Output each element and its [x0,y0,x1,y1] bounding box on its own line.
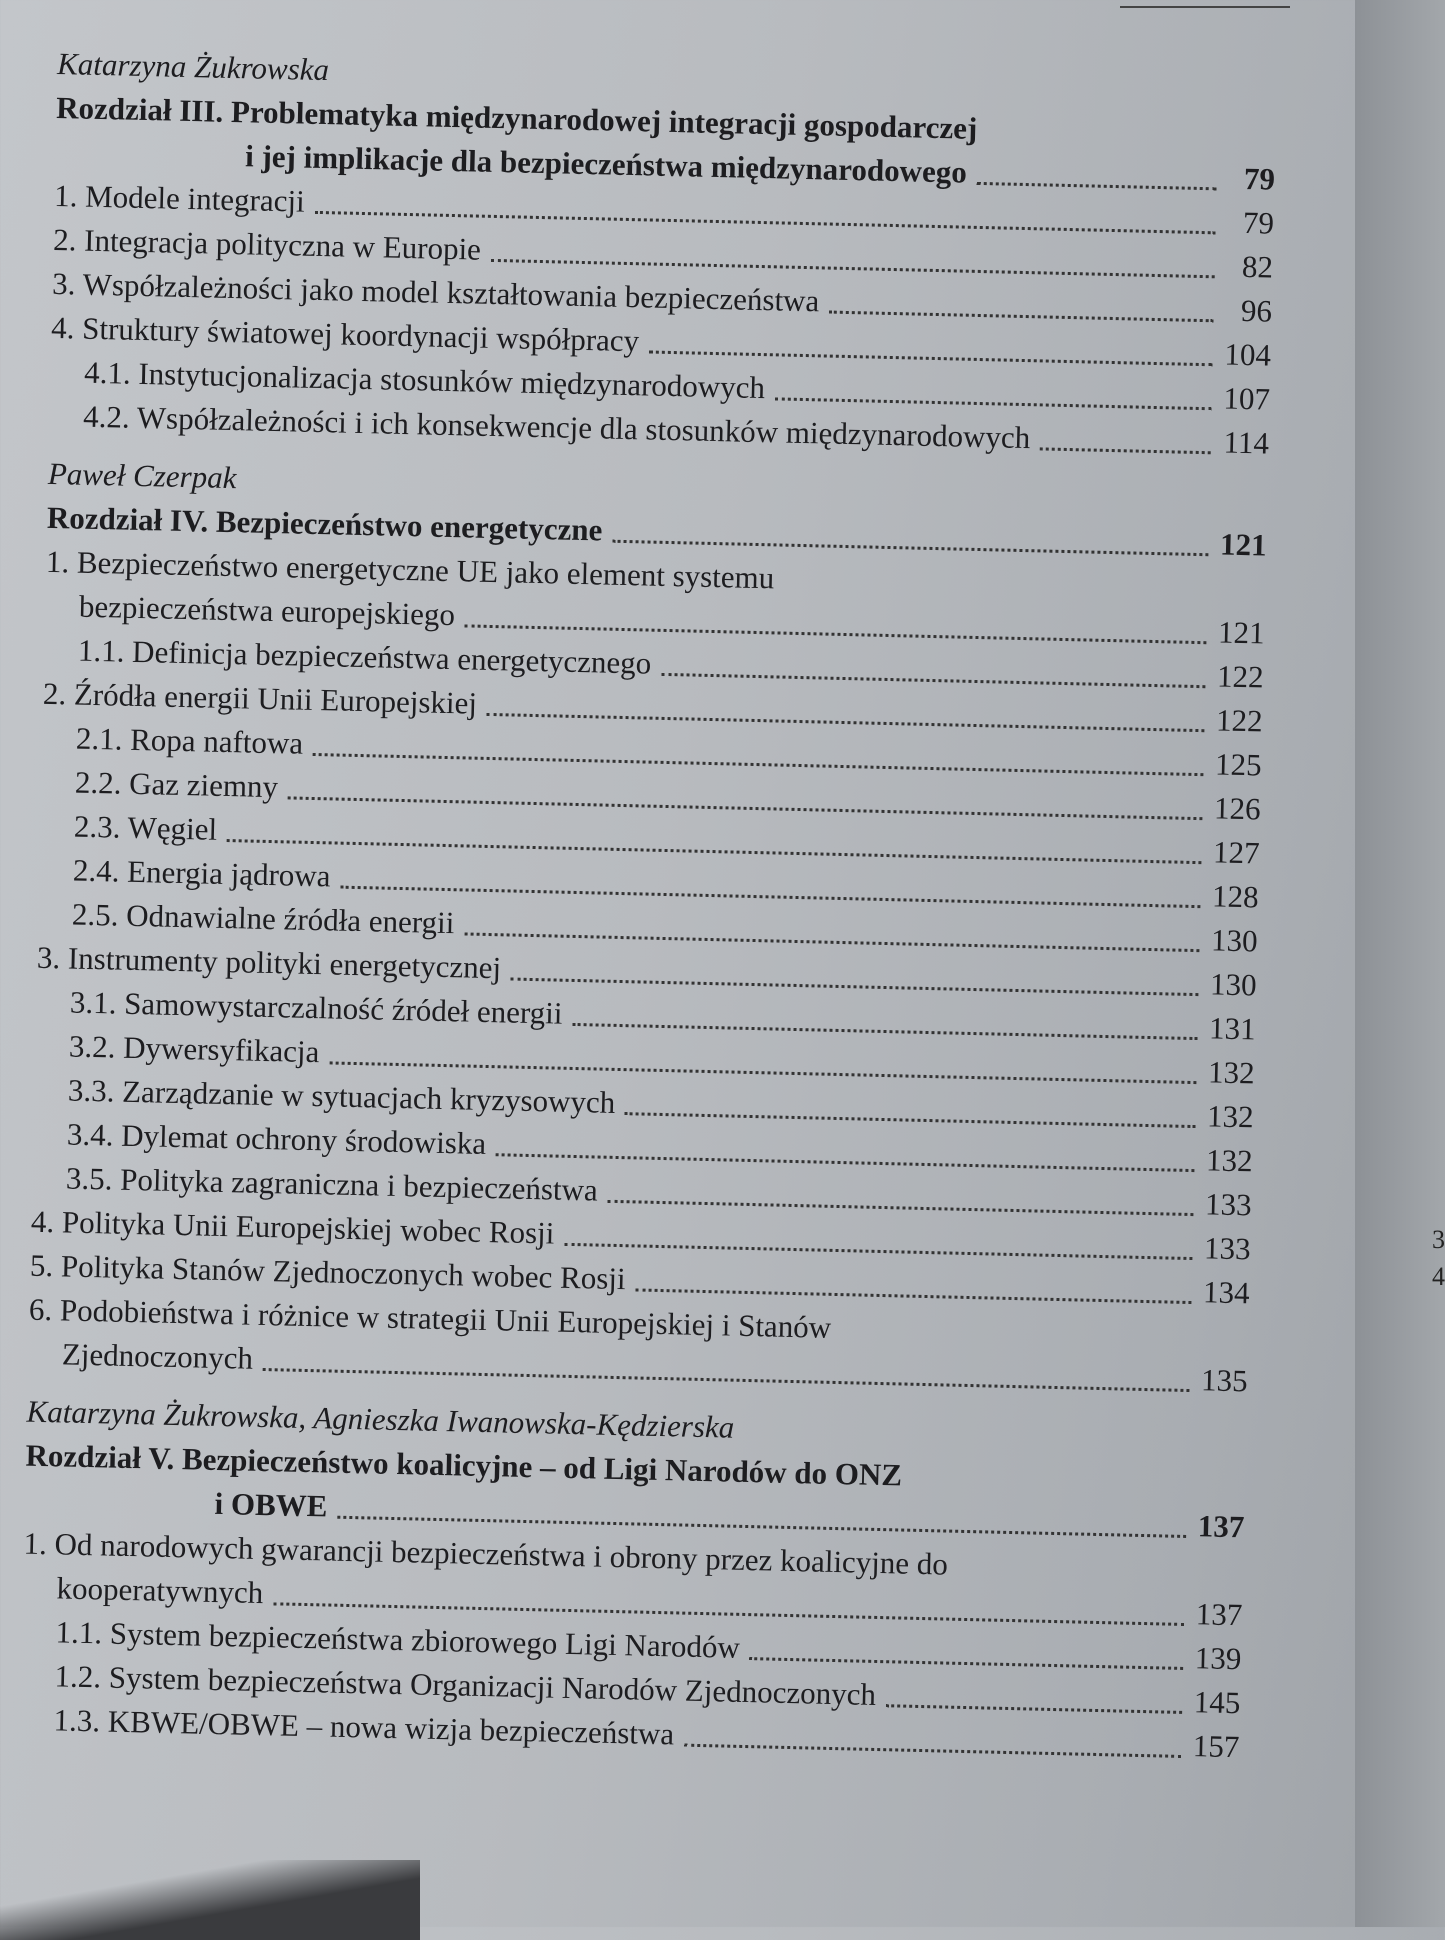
page-number: 157 [1192,1728,1240,1765]
entry-title: 2.1. Ropa naftowa [75,720,304,761]
page-number: 132 [1205,1142,1254,1179]
entry-title: 4. Polityka Unii Europejskiej wobec Rosji [30,1203,555,1251]
page-number: 132 [1207,1054,1256,1091]
dot-leader [886,1704,1182,1714]
entry-title: 3.1. Samowystarczalność źródeł energii [69,984,563,1031]
page-number: 134 [1202,1274,1251,1311]
entry-title: 3. Współzależności jako model kształtowania bezpieczeństwa [51,265,820,319]
chapter-title-line: Rozdział V. Bezpieczeństwo koalicyjne – od Ligi Narodów do ONZ [25,1437,903,1493]
entry-title: Zjednoczonych [61,1336,254,1376]
shadow-corner [0,1860,420,1940]
entry-title: 2.5. Odnawialne źródła energii [71,896,455,941]
page-number: 127 [1212,834,1261,871]
toc-section [49,42,1278,466]
entry-title: kooperatywnych [56,1570,264,1611]
entry-title: 3. Instrumenty polityki energetycznej [36,939,502,986]
page-number: 130 [1209,966,1258,1003]
entry-title-line: 6. Podobieństwa i różnice w strategii Unii Europejskiej i Stanów [28,1291,832,1345]
dot-leader [625,1112,1195,1128]
page-number: 107 [1223,380,1271,417]
chapter-title-line: Rozdział III. Problematyka międzynarodowej integracji gospodarczej [55,89,978,146]
entry-title: 1.1. System bezpieczeństwa zbiorowego Ligi Narodów [55,1614,741,1665]
entry-title: 3.3. Zarządzanie w sytuacjach kryzysowych [67,1072,616,1120]
entry-title: 1.3. KBWE/OBWE – nowa wizja bezpieczeństwa [53,1702,675,1752]
toc-section [19,1390,1247,1770]
entry-title: 2.3. Węgiel [73,808,218,847]
adjacent-page-edge [1355,0,1445,1927]
chapter-title-line: i OBWE [214,1485,328,1524]
entry-title: 1. Modele integracji [53,177,306,219]
page-number: 114 [1223,424,1270,461]
page-number: 135 [1200,1362,1249,1399]
entry-title: 1.1. Definicja bezpieczeństwa energetycznego [77,632,652,681]
page-number: 132 [1206,1098,1255,1135]
page-number: 128 [1211,878,1260,915]
page-number: 79 [1242,204,1275,241]
dot-leader [684,1744,1181,1758]
dot-leader [635,1288,1191,1304]
page-number: 145 [1193,1684,1241,1721]
toc-section [27,452,1268,1403]
adjacent-page-mark: 3 [1432,1225,1445,1254]
dot-leader [263,1368,1190,1392]
entry-title: 3.4. Dylemat ochrony środowiska [66,1116,487,1161]
page-number: 139 [1194,1640,1242,1677]
dot-leader [661,673,1205,688]
dot-leader [750,1657,1184,1670]
entry-title: 2.4. Energia jądrowa [72,852,331,894]
entry-title: 1.2. System bezpieczeństwa Organizacji Narodów Zjednoczonych [54,1658,877,1712]
adjacent-page-mark: 4 [1432,1262,1445,1291]
top-rule [1120,6,1290,8]
page-number: 122 [1215,702,1264,739]
dot-leader [775,397,1212,410]
page-number: 96 [1240,292,1273,329]
author-name: Katarzyna Żukrowska, Agnieszka Iwanowska-Kędzierska [26,1393,735,1445]
author-name: Katarzyna Żukrowska [56,45,330,88]
page-number: 125 [1214,746,1263,783]
page-number: 104 [1224,336,1272,373]
chapter-title-line: i jej implikacje dla bezpieczeństwa międzynarodowego [244,138,968,190]
entry-title: 4.2. Współzależności i ich konsekwencje dla stosunków międzynarodowych [82,398,1031,456]
page-number: 126 [1213,790,1262,827]
page-number: 79 [1243,160,1276,197]
page-number: 131 [1208,1010,1257,1047]
entry-title: 4. Struktury światowej koordynacji współpracy [50,309,640,359]
entry-title: bezpieczeństwa europejskiego [78,588,456,633]
dot-leader [607,1200,1193,1216]
entry-title: 3.5. Polityka zagraniczna i bezpieczeństwa [65,1160,599,1208]
page-number: 133 [1204,1186,1253,1223]
entry-title-line: 1. Od narodowych gwarancji bezpieczeństwa i obrony przez koalicyjne do [23,1525,949,1582]
entry-title: 2.2. Gaz ziemny [74,764,279,805]
dot-leader [1040,447,1211,454]
table-of-contents [19,30,1278,1769]
dot-leader [977,182,1217,190]
entry-title-line: 1. Bezpieczeństwo energetyczne UE jako element systemu [45,543,775,596]
page-number: 133 [1203,1230,1252,1267]
entry-title: 2. Integracja polityczna w Europie [52,221,482,267]
page-number: 122 [1216,658,1265,695]
page-number: 121 [1219,526,1268,563]
page-number: 137 [1195,1596,1243,1633]
dot-leader [649,350,1213,366]
author-name: Paweł Czerpak [47,455,237,496]
page-number: 137 [1197,1508,1245,1545]
page-number: 82 [1241,248,1274,285]
page-number: 121 [1217,614,1266,651]
entry-title: 2. Źródła energii Unii Europejskiej [42,675,478,721]
entry-title: 5. Polityka Stanów Zjednoczonych wobec Rosji [29,1247,627,1297]
page-number: 130 [1210,922,1259,959]
entry-title: 3.2. Dywersyfikacja [68,1028,320,1070]
chapter-title: Rozdział IV. Bezpieczeństwo energetyczne [46,499,603,548]
entry-title: 4.1. Instytucjonalizacja stosunków międzynarodowych [83,354,766,406]
dot-leader [829,311,1214,323]
